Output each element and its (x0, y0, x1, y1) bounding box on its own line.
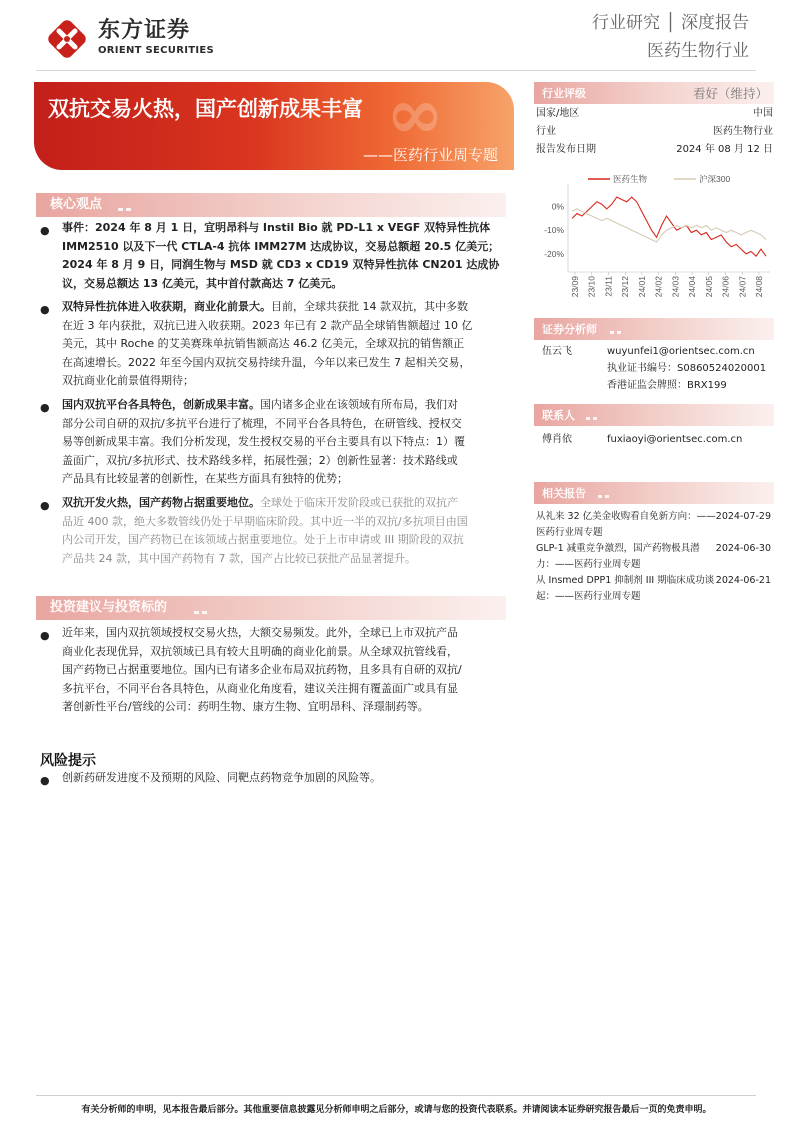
section-dot (586, 417, 590, 420)
section-core-views (36, 193, 506, 217)
core-point-event (62, 219, 502, 293)
y-tick-label: 0% (551, 201, 564, 212)
bullet-icon: ● (40, 629, 50, 642)
text-line: 议，交易总额达 13 亿美元，其中首付款高达 7 亿美元。 (62, 276, 343, 290)
text-line: 国产药物已占据重要地位。国内已有诸多企业布局双抗药物，且多具有自研的双抗/ (62, 663, 462, 676)
related-report-title[interactable]: 力：——医药行业周专题 (536, 559, 641, 570)
text-line (62, 298, 502, 317)
section-contact (534, 404, 774, 426)
text-line (62, 494, 502, 513)
info-key: 国家/地区 (536, 108, 580, 119)
section-dot (593, 417, 597, 420)
text-line: 在近 3 年内获批，双抗已进入收获期。2023 年已有 2 款产品全球销售额超过 10 亿 (62, 318, 473, 332)
report-subtitle: ——医药行业周专题 (362, 146, 498, 164)
report-title: 双抗交易火热，国产创新成果丰富 (48, 97, 363, 121)
disclaimer-footer: 有关分析师的申明，见本报告最后部分。其他重要信息披露见分析师申明之后部分，或请与您的投资代表联系。并请阅读本证券研究报告最后一页的免责申明。 (81, 1105, 712, 1115)
text-line: IMM2510 以及下一代 CTLA-4 抗体 IMM27M 达成协议，交易总额超 20.5 亿美元； (62, 239, 500, 253)
related-report-date: 2024-06-21 (715, 575, 771, 586)
text-line: 品近 400 款，绝大多数管线仍处于早期临床阶段。其中近一半的双抗/多抗项目由国 (62, 514, 468, 528)
text-line: 美元，其中 Roche 的艾美赛珠单抗销售额高达 46.2 亿美元，全球双抗的销售额正 (62, 337, 465, 350)
text-line: 商业化表现优异，双抗领域已具有较大且明确的商业化前景。从全球双抗管线看， (62, 644, 458, 658)
bullet-icon: ● (40, 499, 50, 512)
x-tick-label: 24/06 (720, 276, 731, 298)
legend-label: 沪深300 (699, 174, 731, 184)
info-value: 医药生物行业 (713, 126, 773, 137)
related-report-title[interactable]: 从礼来 32 亿美金收购看自免新方向：—— (536, 511, 716, 522)
section-title: 相关报告 (542, 487, 586, 500)
x-tick-label: 24/01 (636, 276, 647, 298)
x-tick-label: 24/08 (754, 276, 764, 298)
contact-name: 傅肖依 (542, 434, 572, 445)
orient-logo-icon (46, 18, 88, 60)
section-title: 证券分析师 (542, 323, 597, 336)
related-report-title[interactable]: GLP-1 减重竞争激烈，国产药物极具潜 (536, 543, 700, 554)
x-tick-label: 23/10 (586, 276, 597, 298)
core-point-development (62, 494, 502, 568)
section-title: 联系人 (542, 409, 575, 422)
related-report-title[interactable]: 医药行业周专题 (536, 527, 603, 538)
performance-chart (534, 168, 774, 310)
rating-value: 看好（维持） (692, 86, 768, 101)
section-dot (194, 611, 199, 614)
point-heading: 双抗开发火热，国产药物占据重要地位。 (62, 496, 260, 509)
related-report-date: 2024-06-30 (715, 543, 771, 554)
section-title: 投资建议与投资标的 (50, 600, 168, 615)
bullet-icon: ● (40, 774, 50, 787)
text-line: 在高速增长。2022 年至今国内双抗交易持续升温，今年以来已发生 7 起相关交易， (62, 355, 471, 369)
legend-label: 医药生物 (613, 174, 648, 184)
y-tick-label: -10% (544, 225, 564, 236)
risk-text: 创新药研发进度不及预期的风险、同靶点药物竞争加剧的风险等。 (62, 771, 381, 784)
section-dot (617, 331, 621, 334)
x-tick-label: 23/11 (603, 276, 614, 297)
text-line: 盖面广，双抗/多抗形式、技术路线多样，拓展性强；2）创新性显著：技术路线或 (62, 453, 458, 467)
y-tick-label: -20% (544, 248, 564, 259)
core-point-harvest (62, 298, 502, 391)
rating-label: 行业评级 (542, 87, 586, 100)
industry-name: 医药生物行业 (647, 41, 749, 61)
text-line: 产品共 24 款，其中国产药物有 7 款，国产占比较已获批产品显著提升。 (62, 551, 416, 565)
analyst-email[interactable]: wuyunfei1@orientsec.com.cn (607, 346, 755, 357)
x-tick-label: 24/07 (737, 276, 748, 298)
related-report-title[interactable]: 起：——医药行业周专题 (536, 591, 641, 602)
bullet-icon: ● (40, 401, 50, 414)
text-line (62, 396, 502, 415)
point-heading: 双特异性抗体进入收获期，商业化前景大。 (62, 300, 271, 313)
info-key: 报告发布日期 (536, 144, 596, 155)
text-line: 内公司开发，国产药物已在该领域占据重要地位。处于上市申请或 III 期阶段的双抗 (62, 533, 464, 546)
x-tick-label: 24/04 (687, 276, 698, 298)
investment-text (62, 624, 502, 717)
series-line (572, 209, 766, 242)
text-line: 双抗商业化前景值得期待； (62, 374, 194, 387)
point-heading: 国内双抗平台各具特色，创新成果丰富。 (62, 398, 260, 411)
header-divider (36, 70, 756, 71)
text-line: 产品具有比较显著的创新性，在某些方面具有独特的优势； (62, 472, 348, 485)
text-line: 2024 年 8 月 9 日，同润生物与 MSD 就 CD3 x CD19 双特异性抗体 CN201 达成协 (62, 258, 500, 271)
text-line: 事件：2024 年 8 月 1 日，宜明昂科与 Instil Bio 就 PD-L1 x VEGF 双特异性抗体 (62, 221, 491, 234)
info-key: 行业 (536, 126, 556, 137)
series-line (572, 197, 766, 256)
bullet-icon: ● (40, 224, 50, 237)
section-related (534, 482, 774, 504)
text-line: 易等创新成果丰富。我们分析发现，发生授权交易的平台主要具有以下特点：1）覆 (62, 435, 465, 448)
text-span: 全球处于临床开发阶段或已获批的双抗产 (260, 496, 458, 509)
related-report-title[interactable]: 从 Insmed DPP1 抑制剂 III 期临床成功谈 (536, 575, 715, 586)
info-value: 中国 (753, 108, 773, 119)
section-analyst (534, 318, 774, 340)
analyst-name: 伍云飞 (542, 346, 572, 357)
section-dot (605, 495, 609, 498)
related-report-date: 2024-07-29 (715, 511, 771, 522)
title-banner (34, 82, 514, 170)
logo-text-en: ORIENT SECURITIES (98, 45, 215, 56)
section-dot (118, 208, 123, 211)
x-tick-label: 23/09 (570, 276, 580, 298)
section-dot (126, 208, 131, 211)
logo-text-cn: 东方证券 (98, 18, 191, 43)
text-line: 近年来，国内双抗领域授权交易火热，大额交易频发。此外，全球已上市双抗产品 (62, 626, 458, 639)
section-title: 核心观点 (50, 197, 103, 212)
bullet-icon: ● (40, 303, 50, 316)
contact-email[interactable]: fuxiaoyi@orientsec.com.cn (607, 434, 743, 445)
text-span: 目前，全球共获批 14 款双抗，其中多数 (271, 300, 468, 313)
report-type: 行业研究 │ 深度报告 (591, 13, 749, 33)
x-tick-label: 24/05 (703, 276, 714, 298)
rating-bar (534, 82, 774, 104)
x-tick-label: 24/02 (653, 276, 664, 298)
text-line: 部分公司自研的双抗/多抗平台进行了梳理，不同平台各具特色，在研管线、授权交 (62, 416, 462, 430)
analyst-hk-license: 香港证监会牌照：BRX199 (607, 380, 727, 391)
section-dot (598, 495, 602, 498)
text-line: 多抗平台，不同平台各具特色，从商业化角度看，建议关注拥有覆盖面广或具有显 (62, 681, 458, 695)
text-line: 著创新性平台/管线的公司：药明生物、康方生物、宜明昂科、泽璟制药等。 (62, 700, 429, 713)
risk-title: 风险提示 (40, 753, 96, 769)
banner-decoration: ∞ (385, 82, 444, 155)
x-tick-label: 24/03 (670, 276, 681, 298)
analyst-license: 执业证书编号：S0860524020001 (607, 363, 767, 374)
section-dot (202, 611, 207, 614)
x-tick-label: 23/12 (620, 276, 631, 298)
text-span: 国内诸多企业在该领域有所布局，我们对 (260, 398, 458, 411)
section-investment (36, 596, 506, 620)
footer-divider (36, 1095, 756, 1096)
core-point-platforms (62, 396, 502, 489)
info-value: 2024 年 08 月 12 日 (676, 144, 773, 155)
section-dot (610, 331, 614, 334)
company-logo (46, 18, 221, 62)
